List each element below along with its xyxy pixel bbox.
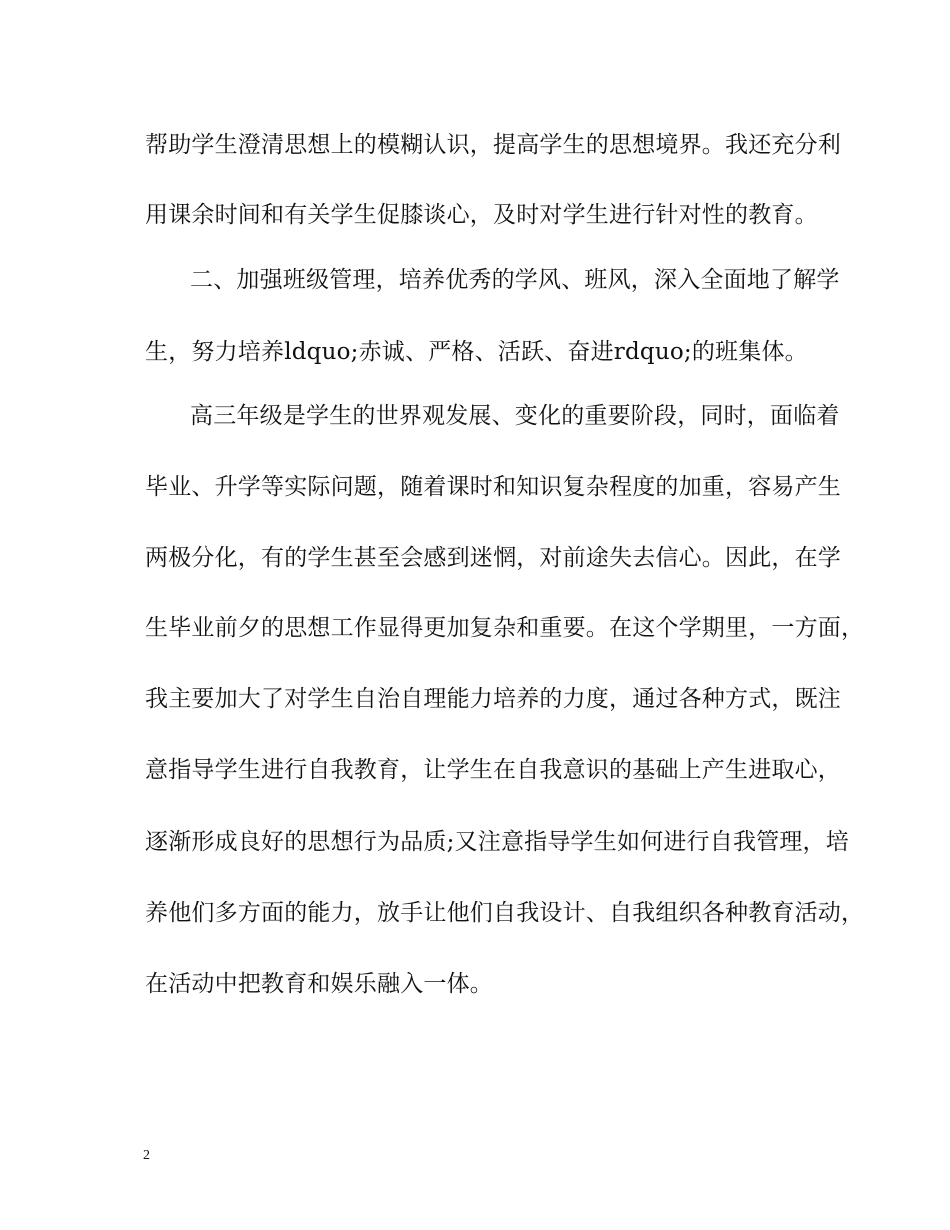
text-line-9: 我主要加大了对学生自治自理能力培养的力度，通过各种方式，既注 bbox=[145, 686, 841, 712]
text-line-4: 生，努力培养ldquo;赤诚、严格、活跃、奋进rdquo;的班集体。 bbox=[145, 339, 808, 365]
text-line-13: 在活动中把教育和娱乐融入一体。 bbox=[145, 971, 493, 997]
text-line-8: 生毕业前夕的思想工作显得更加复杂和重要。在这个学期里，一方面， bbox=[145, 615, 865, 641]
page-number: 2 bbox=[143, 1148, 150, 1163]
text-line-2: 用课余时间和有关学生促膝谈心，及时对学生进行针对性的教育。 bbox=[145, 202, 818, 228]
text-line-10: 意指导学生进行自我教育，让学生在自我意识的基础上产生进取心， bbox=[145, 757, 841, 783]
text-line-5: 高三年级是学生的世界观发展、变化的重要阶段，同时，面临着 bbox=[190, 403, 840, 429]
text-line-7: 两极分化，有的学生甚至会感到迷惘，对前途失去信心。因此，在学 bbox=[145, 545, 841, 571]
text-line-3: 二、加强班级管理，培养优秀的学风、班风，深入全面地了解学 bbox=[190, 267, 840, 293]
text-line-12: 养他们多方面的能力，放手让他们自我设计、自我组织各种教育活动， bbox=[145, 900, 865, 926]
text-line-6: 毕业、升学等实际问题，随着课时和知识复杂程度的加重，容易产生 bbox=[145, 474, 841, 500]
text-line-1: 帮助学生澄清思想上的模糊认识，提高学生的思想境界。我还充分利 bbox=[145, 132, 841, 158]
text-line-11: 逐渐形成良好的思想行为品质;又注意指导学生如何进行自我管理，培 bbox=[145, 829, 849, 855]
